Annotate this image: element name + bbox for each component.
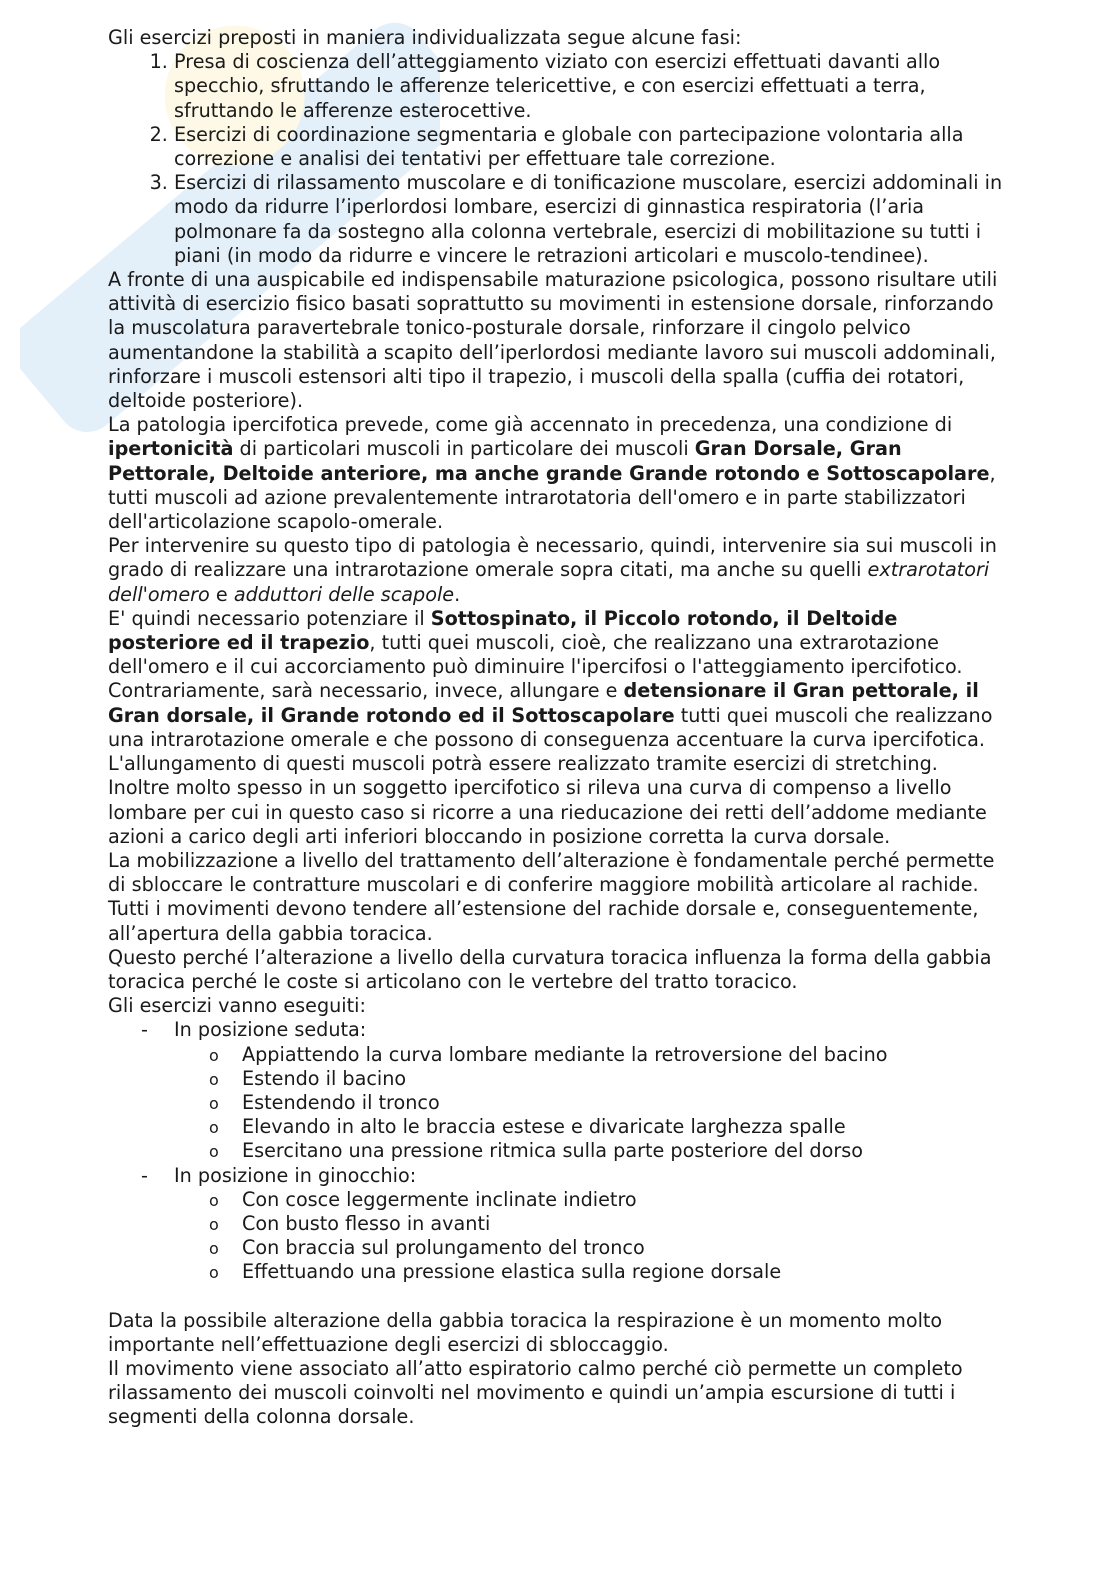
circle-bullet: o bbox=[209, 1263, 219, 1283]
seated-exercises-list bbox=[108, 1043, 1013, 1164]
paragraph-patologia bbox=[108, 413, 1013, 534]
list-item bbox=[108, 1115, 1013, 1139]
bold-term: Sottospinato, il Piccolo rotondo, il Deltoide posteriore ed il trapezio bbox=[108, 606, 898, 655]
paragraph-inoltre: Inoltre molto spesso in un soggetto ipercifotico si rileva una curva di compenso a livello lombare per cui in questo caso si ricorre a una rieducazione dei retti dell’addome mediante azioni a carico degli arti inferiori bloccando in posizione corretta la curva dorsale. bbox=[108, 776, 987, 848]
paragraph-intervenire bbox=[108, 534, 1013, 607]
list-item bbox=[108, 1236, 1013, 1260]
positions-list bbox=[108, 1018, 1013, 1042]
list-item: 1. Presa di coscienza dell’atteggiamento viziato con esercizi effettuati davanti allo specchio, sfruttando le afferenze telericettive, e con esercizi effettuati a terra, sfruttando le afferenze esterocettive. bbox=[174, 50, 1013, 123]
spacer bbox=[108, 1285, 1013, 1309]
circle-bullet: o bbox=[209, 1239, 219, 1259]
kneeling-exercises-list bbox=[108, 1188, 1013, 1285]
list-item bbox=[108, 1188, 1013, 1212]
list-item bbox=[108, 1139, 1013, 1163]
text-span: . bbox=[454, 582, 461, 606]
bold-term: Gran Dorsale, Gran Pettorale, Deltoide anteriore, ma anche grande Grande rotondo e Sottoscapolare bbox=[108, 437, 990, 485]
positions-list bbox=[108, 1164, 1013, 1188]
italic-term: extrarotatori dell'omero bbox=[108, 558, 990, 606]
circle-bullet: o bbox=[209, 1118, 219, 1138]
position-label: In posizione seduta: bbox=[174, 1018, 367, 1042]
text-span: di particolari muscoli in particolare dei muscoli bbox=[233, 437, 695, 461]
list-item bbox=[108, 1067, 1013, 1091]
intro-paragraph: Gli esercizi preposti in maniera individualizzata segue alcune fasi: bbox=[108, 26, 742, 49]
list-item bbox=[108, 1260, 1013, 1284]
text-span: La patologia ipercifotica prevede, come già accennato in precedenza, una condizione di bbox=[108, 413, 953, 437]
document-body bbox=[108, 26, 1013, 1430]
exercise-text: Con cosce leggermente inclinate indietro bbox=[242, 1187, 637, 1211]
circle-bullet: o bbox=[209, 1093, 219, 1113]
list-item bbox=[108, 1091, 1013, 1115]
paragraph-potenziare bbox=[108, 607, 1013, 680]
paragraph-data: Data la possibile alterazione della gabbia toracica la respirazione è un momento molto importante nell’effettuazione degli esercizi di sbloccaggio. bbox=[108, 1308, 943, 1356]
exercise-text: Appiattendo la curva lombare mediante la retroversione del bacino bbox=[242, 1042, 888, 1066]
dash-bullet: - bbox=[141, 1018, 148, 1042]
exercise-text: Esercitano una pressione ritmica sulla parte posteriore del dorso bbox=[242, 1139, 863, 1163]
italic-term: adduttori delle scapole bbox=[233, 582, 455, 606]
text-span: E' quindi necessario potenziare il bbox=[108, 606, 431, 630]
paragraph-eseguiti: Gli esercizi vanno eseguiti: bbox=[108, 994, 366, 1018]
bold-term: ipertonicità bbox=[108, 437, 234, 461]
exercise-text: Con busto flesso in avanti bbox=[242, 1211, 491, 1235]
paragraph-movimento: Il movimento viene associato all’atto espiratorio calmo perché ciò permette un completo rilassamento dei muscoli coinvolti nel movimento e quindi un’ampia escursione di tutti i segmenti della colonna dorsale. bbox=[108, 1356, 963, 1429]
paragraph-contrariamente bbox=[108, 679, 1013, 752]
dash-bullet: - bbox=[141, 1163, 148, 1187]
paragraph-mobilizzazione: La mobilizzazione a livello del trattamento dell’alterazione è fondamentale perché permette di sbloccare le contratture muscolari e di conferire maggiore mobilità articolare al rachide. bbox=[108, 848, 995, 897]
list-item: 2. Esercizi di coordinazione segmentaria e globale con partecipazione volontaria alla correzione e analisi dei tentativi per effettuare tale correzione. bbox=[174, 123, 1013, 171]
text-span: , tutti quei muscoli, cioè, che realizzano una extrarotazione dell'omero e il cui accorciamento può diminuire l'ipercifosi o l'atteggiamento ipercifotico. bbox=[108, 631, 963, 679]
text-span: Contrariamente, sarà necessario, invece, allungare e bbox=[108, 679, 624, 703]
circle-bullet: o bbox=[209, 1069, 219, 1089]
phases-list bbox=[108, 50, 1013, 268]
list-item bbox=[108, 1018, 1013, 1042]
paragraph-fronte: A fronte di una auspicabile ed indispensabile maturazione psicologica, possono risultare utili attività di esercizio fisico basati soprattutto su movimenti in estensione dorsale, rinforzando la muscolatura paravertebrale tonico-posturale dorsale, rinforzare il cingolo pelvico aumentandone la stabilità a scapito dell’iperlordosi mediante lavoro sui muscoli addominali, rinforzare i muscoli estensori alti tipo il trapezio, i muscoli della spalla (cuffia dei rotatori, deltoide posteriore). bbox=[108, 268, 998, 413]
exercise-text: Estendo il bacino bbox=[242, 1066, 407, 1090]
list-item bbox=[108, 1164, 1013, 1188]
circle-bullet: o bbox=[209, 1190, 219, 1210]
text-span: Per intervenire su questo tipo di patologia è necessario, quindi, intervenire sia sui muscoli in grado di realizzare una intrarotazione omerale sopra citati, ma anche su quelli bbox=[108, 534, 997, 582]
exercise-text: Elevando in alto le braccia estese e divaricate larghezza spalle bbox=[242, 1115, 846, 1139]
circle-bullet: o bbox=[209, 1214, 219, 1234]
circle-bullet: o bbox=[209, 1142, 219, 1162]
paragraph-questo: Questo perché l’alterazione a livello della curvatura toracica influenza la forma della gabbia toracica perché le coste si articolano con le vertebre del tratto toracico. bbox=[108, 945, 992, 993]
list-item bbox=[108, 1212, 1013, 1236]
text-span: tutti quei muscoli che realizzano una intrarotazione omerale e che possono di conseguenza accentuare la curva ipercifotica. bbox=[108, 703, 993, 751]
bold-term: detensionare il Gran pettorale, il Gran dorsale, il Grande rotondo ed il Sottoscapolare bbox=[108, 679, 979, 727]
paragraph-allungamento: L'allungamento di questi muscoli potrà essere realizzato tramite esercizi di stretching. bbox=[108, 752, 938, 776]
exercise-text: Estendendo il tronco bbox=[242, 1090, 440, 1114]
circle-bullet: o bbox=[209, 1045, 219, 1065]
position-label: In posizione in ginocchio: bbox=[174, 1163, 417, 1187]
exercise-text: Effettuando una pressione elastica sulla regione dorsale bbox=[242, 1260, 782, 1284]
list-item: 3. Esercizi di rilassamento muscolare e di tonificazione muscolare, esercizi addominali in modo da ridurre l’iperlordosi lombare, esercizi di ginnastica respiratoria (l’aria polmonare fa da sostegno alla colonna vertebrale, esercizi di mobilitazione su tutti i piani (in modo da ridurre e vincere le retrazioni articolari e muscolo-tendinee). bbox=[174, 171, 1013, 268]
paragraph-tutti: Tutti i movimenti devono tendere all’estensione del rachide dorsale e, conseguentemente, all’apertura della gabbia toracica. bbox=[108, 897, 979, 945]
list-item bbox=[108, 1043, 1013, 1067]
exercise-text: Con braccia sul prolungamento del tronco bbox=[242, 1236, 645, 1260]
text-span: e bbox=[209, 582, 234, 606]
text-span: , tutti muscoli ad azione prevalentemente intrarotatoria dell'omero e in parte stabilizzatori dell'articolazione scapolo-omerale. bbox=[108, 461, 996, 534]
